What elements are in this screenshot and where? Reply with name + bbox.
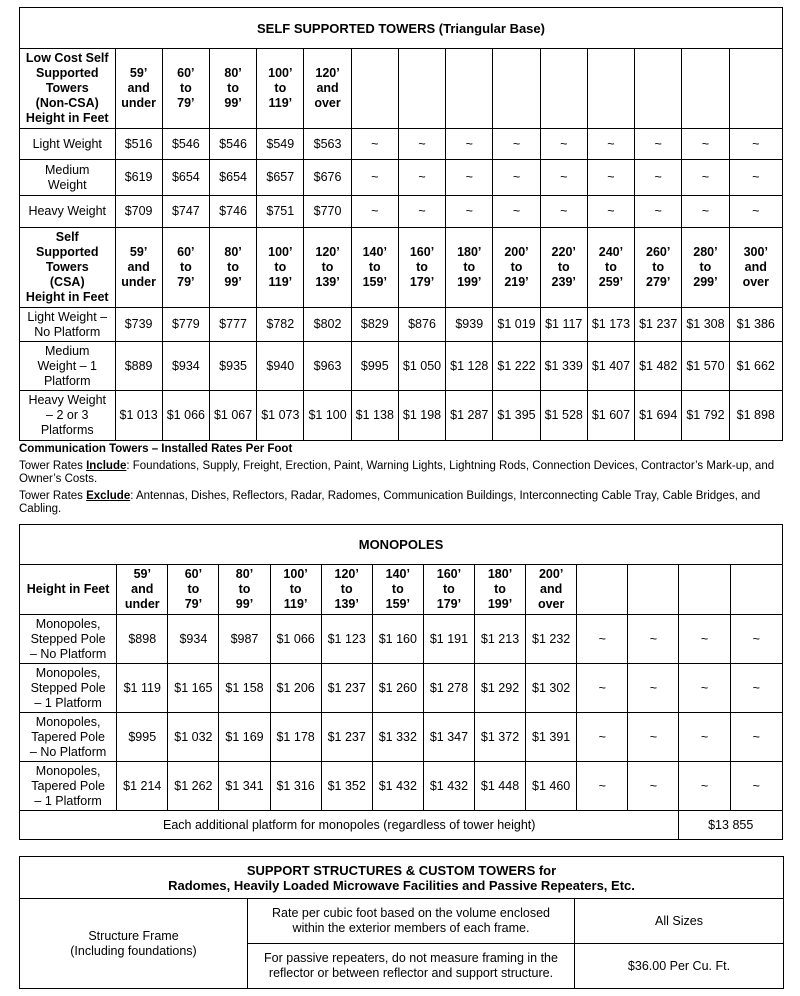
- price-cell: ~: [398, 196, 445, 228]
- price-cell: $1 191: [423, 615, 474, 664]
- price-cell: $1 386: [729, 308, 782, 342]
- price-cell: $751: [257, 196, 304, 228]
- height-range-header: 60’ to 79’: [168, 565, 219, 615]
- height-range-header: 100’ to 119’: [257, 49, 304, 129]
- table-row: [20, 565, 783, 615]
- table-row: [20, 196, 783, 228]
- price-cell: $1 302: [526, 664, 577, 713]
- row-header-label: Self Supported Towers (CSA) Height in Feet: [20, 228, 116, 308]
- row-label: Light Weight – No Platform: [20, 308, 116, 342]
- self-supported-towers-table: [19, 7, 783, 441]
- price-cell: $1 232: [526, 615, 577, 664]
- price-cell: $1 178: [270, 713, 321, 762]
- height-range-header: 240’ to 259’: [587, 228, 634, 308]
- empty-header-cell: [446, 49, 493, 129]
- height-range-header: 59’ and under: [115, 228, 162, 308]
- monopoles-table: [19, 524, 783, 840]
- exclude-label: Exclude: [86, 490, 131, 502]
- price-cell: ~: [628, 664, 679, 713]
- price-cell: ~: [493, 160, 540, 196]
- empty-header-cell: [351, 49, 398, 129]
- price-cell: ~: [679, 615, 730, 664]
- height-range-header: 140’ to 159’: [351, 228, 398, 308]
- price-cell: $1 482: [635, 342, 682, 391]
- price-cell: ~: [628, 713, 679, 762]
- price-cell: ~: [351, 160, 398, 196]
- empty-header-cell: [729, 49, 782, 129]
- price-cell: ~: [682, 129, 729, 160]
- additional-platform-price: $13 855: [679, 811, 783, 840]
- empty-header-cell: [628, 565, 679, 615]
- price-cell: $516: [115, 129, 162, 160]
- row-label: Heavy Weight – 2 or 3 Platforms: [20, 391, 116, 441]
- price-cell: $1 237: [321, 713, 372, 762]
- price-cell: $1 100: [304, 391, 351, 441]
- table-row: [20, 129, 783, 160]
- price-cell: $1 169: [219, 713, 270, 762]
- passive-repeater-rate: $36.00 Per Cu. Ft.: [575, 944, 784, 989]
- price-cell: $1 117: [540, 308, 587, 342]
- price-cell: ~: [628, 762, 679, 811]
- price-cell: $963: [304, 342, 351, 391]
- price-cell: $1 391: [526, 713, 577, 762]
- price-cell: ~: [679, 713, 730, 762]
- price-cell: $747: [162, 196, 209, 228]
- price-cell: ~: [587, 196, 634, 228]
- height-range-header: 120’ to 139’: [321, 565, 372, 615]
- table-row: [20, 308, 783, 342]
- height-range-header: 260’ to 279’: [635, 228, 682, 308]
- price-cell: $657: [257, 160, 304, 196]
- empty-header-cell: [587, 49, 634, 129]
- price-cell: $1 460: [526, 762, 577, 811]
- height-range-header: 80’ to 99’: [209, 228, 256, 308]
- height-range-header: 60’ to 79’: [162, 228, 209, 308]
- price-cell: $1 262: [168, 762, 219, 811]
- empty-header-cell: [679, 565, 730, 615]
- price-cell: $1 448: [474, 762, 525, 811]
- monopoles-title: MONOPOLES: [20, 525, 783, 565]
- price-cell: ~: [635, 160, 682, 196]
- table-row: [20, 160, 783, 196]
- price-cell: ~: [398, 129, 445, 160]
- price-cell: $1 287: [446, 391, 493, 441]
- price-cell: ~: [577, 664, 628, 713]
- price-cell: ~: [679, 664, 730, 713]
- price-cell: $1 432: [423, 762, 474, 811]
- price-cell: $1 339: [540, 342, 587, 391]
- price-cell: $779: [162, 308, 209, 342]
- price-cell: $995: [351, 342, 398, 391]
- table-row: [20, 391, 783, 441]
- price-cell: $1 158: [219, 664, 270, 713]
- price-cell: ~: [577, 713, 628, 762]
- empty-header-cell: [493, 49, 540, 129]
- price-cell: $1 570: [682, 342, 729, 391]
- empty-header-cell: [577, 565, 628, 615]
- price-cell: $1 278: [423, 664, 474, 713]
- passive-repeater-description: For passive repeaters, do not measure framing in the reflector or between reflector and support structure.: [248, 944, 575, 989]
- height-range-header: 120’ and over: [304, 49, 351, 129]
- price-cell: $1 792: [682, 391, 729, 441]
- price-cell: $1 214: [117, 762, 168, 811]
- price-cell: $1 352: [321, 762, 372, 811]
- price-cell: ~: [635, 129, 682, 160]
- height-range-header: 80’ to 99’: [219, 565, 270, 615]
- price-cell: ~: [446, 196, 493, 228]
- price-cell: $876: [398, 308, 445, 342]
- price-cell: $1 694: [635, 391, 682, 441]
- price-cell: ~: [351, 129, 398, 160]
- structure-frame-label: Structure Frame (Including foundations): [20, 899, 248, 989]
- height-range-header: 300’ and over: [729, 228, 782, 308]
- price-cell: ~: [730, 713, 782, 762]
- price-cell: $1 237: [635, 308, 682, 342]
- price-cell: ~: [540, 129, 587, 160]
- price-cell: $549: [257, 129, 304, 160]
- price-cell: ~: [679, 762, 730, 811]
- table-row: [20, 811, 783, 840]
- height-range-header: 200’ and over: [526, 565, 577, 615]
- support-title: SUPPORT STRUCTURES & CUSTOM TOWERS for Radomes, Heavily Loaded Microwave Facilities and Passive Repeaters, Etc.: [20, 857, 784, 899]
- price-cell: ~: [446, 160, 493, 196]
- empty-header-cell: [730, 565, 782, 615]
- row-label: Light Weight: [20, 129, 116, 160]
- price-cell: ~: [729, 196, 782, 228]
- price-cell: $1 032: [168, 713, 219, 762]
- price-cell: $889: [115, 342, 162, 391]
- price-cell: ~: [587, 129, 634, 160]
- self-supported-title: SELF SUPPORTED TOWERS (Triangular Base): [20, 8, 783, 49]
- price-cell: $1 198: [398, 391, 445, 441]
- price-cell: $1 607: [587, 391, 634, 441]
- price-cell: $995: [117, 713, 168, 762]
- price-cell: $939: [446, 308, 493, 342]
- height-range-header: 100’ to 119’: [270, 565, 321, 615]
- price-cell: $1 067: [209, 391, 256, 441]
- price-cell: $1 308: [682, 308, 729, 342]
- price-cell: ~: [628, 615, 679, 664]
- height-range-header: 180’ to 199’: [446, 228, 493, 308]
- price-cell: $935: [209, 342, 256, 391]
- price-cell: $1 528: [540, 391, 587, 441]
- price-cell: $934: [162, 342, 209, 391]
- table-row: [20, 49, 783, 129]
- row-label: Medium Weight – 1 Platform: [20, 342, 116, 391]
- height-range-header: 59’ and under: [117, 565, 168, 615]
- notes-heading: Communication Towers – Installed Rates Per Foot: [19, 443, 293, 455]
- price-cell: ~: [729, 160, 782, 196]
- price-cell: $1 138: [351, 391, 398, 441]
- price-cell: $1 222: [493, 342, 540, 391]
- price-cell: $987: [219, 615, 270, 664]
- price-cell: $940: [257, 342, 304, 391]
- price-cell: ~: [540, 160, 587, 196]
- height-range-header: 60’ to 79’: [162, 49, 209, 129]
- row-label: Monopoles, Stepped Pole – 1 Platform: [20, 664, 117, 713]
- price-cell: ~: [730, 664, 782, 713]
- price-cell: $709: [115, 196, 162, 228]
- price-cell: $1 898: [729, 391, 782, 441]
- height-range-header: 80’ to 99’: [209, 49, 256, 129]
- price-cell: ~: [730, 615, 782, 664]
- price-cell: $1 050: [398, 342, 445, 391]
- support-structures-table: [19, 856, 784, 989]
- row-header-label: Height in Feet: [20, 565, 117, 615]
- table-row: [20, 664, 783, 713]
- table-row: [20, 228, 783, 308]
- price-cell: $934: [168, 615, 219, 664]
- price-cell: $829: [351, 308, 398, 342]
- height-range-header: 100’ to 119’: [257, 228, 304, 308]
- price-cell: ~: [577, 762, 628, 811]
- price-cell: ~: [398, 160, 445, 196]
- height-range-header: 220’ to 239’: [540, 228, 587, 308]
- empty-header-cell: [540, 49, 587, 129]
- price-cell: $1 013: [115, 391, 162, 441]
- price-cell: $1 173: [587, 308, 634, 342]
- table-row: [20, 713, 783, 762]
- row-label: Monopoles, Tapered Pole – No Platform: [20, 713, 117, 762]
- price-cell: $1 662: [729, 342, 782, 391]
- row-label: Medium Weight: [20, 160, 116, 196]
- price-cell: $1 347: [423, 713, 474, 762]
- price-cell: $1 260: [372, 664, 423, 713]
- height-range-header: 160’ to 179’: [423, 565, 474, 615]
- height-range-header: 180’ to 199’: [474, 565, 525, 615]
- height-range-header: 160’ to 179’: [398, 228, 445, 308]
- empty-header-cell: [682, 49, 729, 129]
- price-cell: ~: [635, 196, 682, 228]
- price-cell: ~: [729, 129, 782, 160]
- price-cell: $1 123: [321, 615, 372, 664]
- price-cell: $802: [304, 308, 351, 342]
- price-cell: $1 206: [270, 664, 321, 713]
- height-range-header: 280’ to 299’: [682, 228, 729, 308]
- row-header-label: Low Cost Self Supported Towers (Non-CSA) Height in Feet: [20, 49, 116, 129]
- row-label: Monopoles, Tapered Pole – 1 Platform: [20, 762, 117, 811]
- price-cell: ~: [587, 160, 634, 196]
- rate-all-sizes: All Sizes: [575, 899, 784, 944]
- exclude-note: Tower Rates Exclude: Antennas, Dishes, Reflectors, Radar, Radomes, Communication Buildings, Interconnecting Cable Tray, Cable Bridges, and Cabling.: [19, 490, 761, 515]
- price-cell: $739: [115, 308, 162, 342]
- price-cell: ~: [682, 196, 729, 228]
- price-cell: $1 407: [587, 342, 634, 391]
- rate-notes: [19, 443, 783, 520]
- price-cell: ~: [682, 160, 729, 196]
- price-cell: $1 019: [493, 308, 540, 342]
- table-row: [20, 342, 783, 391]
- height-range-header: 200’ to 219’: [493, 228, 540, 308]
- price-cell: $1 213: [474, 615, 525, 664]
- rate-description: Rate per cubic foot based on the volume enclosed within the exterior members of each frame.: [248, 899, 575, 944]
- price-cell: $1 292: [474, 664, 525, 713]
- empty-header-cell: [635, 49, 682, 129]
- table-row: [20, 762, 783, 811]
- price-cell: $546: [162, 129, 209, 160]
- price-cell: $1 073: [257, 391, 304, 441]
- price-cell: $1 237: [321, 664, 372, 713]
- price-cell: ~: [577, 615, 628, 664]
- price-cell: $1 395: [493, 391, 540, 441]
- price-cell: $1 332: [372, 713, 423, 762]
- price-cell: $1 066: [162, 391, 209, 441]
- price-cell: $546: [209, 129, 256, 160]
- price-cell: $1 372: [474, 713, 525, 762]
- price-cell: $777: [209, 308, 256, 342]
- price-cell: $898: [117, 615, 168, 664]
- price-cell: ~: [446, 129, 493, 160]
- row-label: Monopoles, Stepped Pole – No Platform: [20, 615, 117, 664]
- height-range-header: 120’ to 139’: [304, 228, 351, 308]
- price-cell: ~: [493, 196, 540, 228]
- include-label: Include: [86, 460, 127, 472]
- price-cell: $1 066: [270, 615, 321, 664]
- row-label: Heavy Weight: [20, 196, 116, 228]
- price-cell: ~: [493, 129, 540, 160]
- height-range-header: 140’ to 159’: [372, 565, 423, 615]
- price-cell: $563: [304, 129, 351, 160]
- price-cell: $1 341: [219, 762, 270, 811]
- price-cell: $1 119: [117, 664, 168, 713]
- price-cell: $1 128: [446, 342, 493, 391]
- price-cell: $1 316: [270, 762, 321, 811]
- price-cell: ~: [540, 196, 587, 228]
- table-row: [20, 615, 783, 664]
- price-cell: $770: [304, 196, 351, 228]
- price-cell: ~: [730, 762, 782, 811]
- price-cell: ~: [351, 196, 398, 228]
- price-cell: $782: [257, 308, 304, 342]
- price-cell: $654: [209, 160, 256, 196]
- price-cell: $1 165: [168, 664, 219, 713]
- price-cell: $1 432: [372, 762, 423, 811]
- price-cell: $746: [209, 196, 256, 228]
- price-cell: $676: [304, 160, 351, 196]
- empty-header-cell: [398, 49, 445, 129]
- height-range-header: 59’ and under: [115, 49, 162, 129]
- price-cell: $654: [162, 160, 209, 196]
- include-note: Tower Rates Include: Foundations, Supply, Freight, Erection, Paint, Warning Lights, Lightning Rods, Connection Devices, Contractor’s Mark-up, and Owner’s Costs.: [19, 460, 775, 485]
- additional-platform-label: Each additional platform for monopoles (regardless of tower height): [20, 811, 679, 840]
- price-cell: $1 160: [372, 615, 423, 664]
- price-cell: $619: [115, 160, 162, 196]
